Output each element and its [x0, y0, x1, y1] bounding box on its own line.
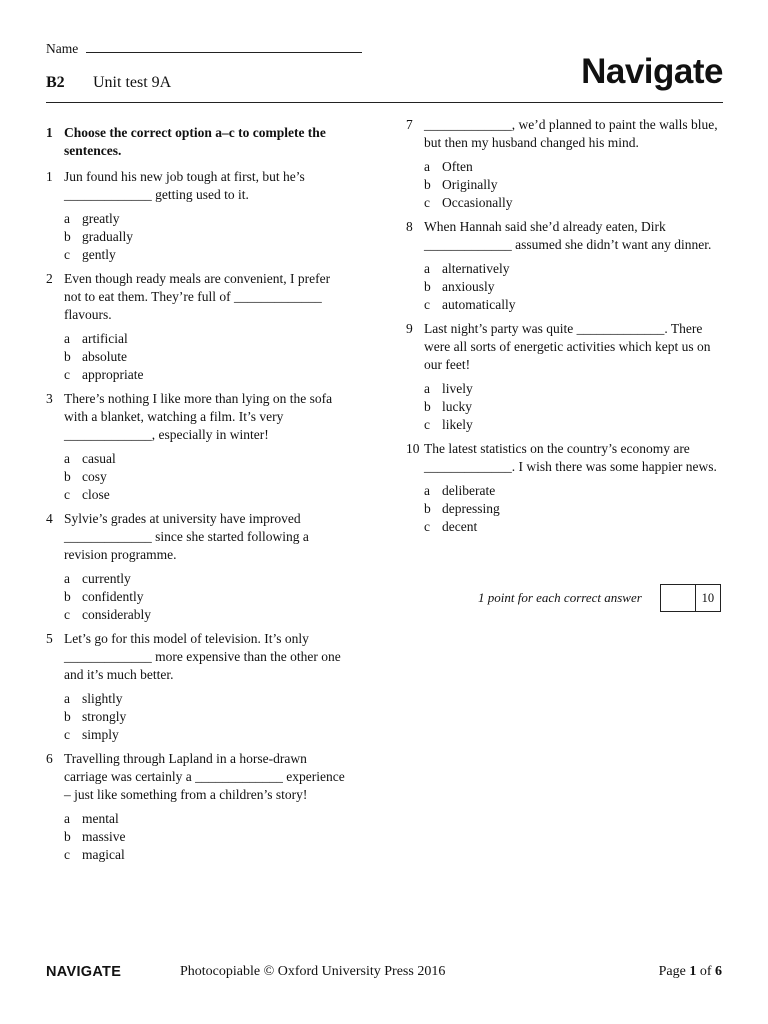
option-letter: b — [64, 589, 71, 604]
score-input-box[interactable] — [660, 584, 696, 612]
question-item — [46, 750, 346, 864]
option-letter: c — [424, 297, 430, 312]
option-text: likely — [442, 417, 473, 432]
header-divider — [46, 102, 723, 103]
answer-option[interactable] — [64, 486, 346, 504]
question-number: 4 — [46, 511, 53, 526]
answer-option[interactable] — [64, 690, 346, 708]
question-number: 2 — [46, 271, 53, 286]
option-letter: a — [64, 691, 70, 706]
answer-options — [64, 570, 346, 624]
question-text: The latest statistics on the country’s economy are _____________. I wish there was some happier news. — [424, 441, 717, 474]
option-letter: a — [64, 331, 70, 346]
option-text: lively — [442, 381, 473, 396]
level-label: B2 — [46, 74, 65, 91]
option-text: cosy — [82, 469, 107, 484]
option-text: slightly — [82, 691, 123, 706]
option-letter: c — [64, 607, 70, 622]
answer-option[interactable] — [424, 296, 726, 314]
page-indicator — [659, 964, 722, 980]
page-number: 1 — [689, 964, 697, 979]
answer-option[interactable] — [424, 194, 726, 212]
answer-option[interactable] — [64, 708, 346, 726]
option-letter: c — [424, 519, 430, 534]
option-letter: b — [64, 349, 71, 364]
question-text: Last night’s party was quite _____________. There were all sorts of energetic activities which kept us on our feet! — [424, 321, 711, 372]
option-letter: c — [424, 417, 430, 432]
option-text: casual — [82, 451, 116, 466]
option-text: confidently — [82, 589, 144, 604]
answer-options — [64, 810, 346, 864]
option-text: Often — [442, 159, 473, 174]
answer-option[interactable] — [424, 260, 726, 278]
answer-option[interactable] — [64, 468, 346, 486]
question-text: Sylvie’s grades at university have improved _____________ since she started following a revision programme. — [64, 511, 309, 562]
footer-brand: NAVIGATE — [46, 964, 122, 980]
option-letter: a — [64, 811, 70, 826]
option-text: magical — [82, 847, 125, 862]
answer-option[interactable] — [64, 828, 346, 846]
option-letter: b — [64, 829, 71, 844]
name-blank-line[interactable] — [86, 40, 362, 53]
right-column — [406, 116, 726, 542]
option-text: massive — [82, 829, 126, 844]
question-item — [46, 630, 346, 744]
option-letter: c — [64, 727, 70, 742]
option-text: strongly — [82, 709, 127, 724]
option-text: alternatively — [442, 261, 510, 276]
question-stem — [46, 270, 346, 324]
option-text: close — [82, 487, 110, 502]
answer-option[interactable] — [64, 330, 346, 348]
answer-options — [64, 330, 346, 384]
answer-option[interactable] — [64, 348, 346, 366]
option-text: appropriate — [82, 367, 144, 382]
question-stem — [406, 218, 726, 254]
question-stem — [46, 510, 346, 564]
answer-option[interactable] — [64, 606, 346, 624]
answer-option[interactable] — [424, 500, 726, 518]
answer-option[interactable] — [64, 810, 346, 828]
question-number: 1 — [46, 169, 53, 184]
option-text: mental — [82, 811, 119, 826]
option-text: considerably — [82, 607, 151, 622]
option-text: Originally — [442, 177, 498, 192]
answer-option[interactable] — [424, 416, 726, 434]
option-letter: b — [64, 709, 71, 724]
answer-option[interactable] — [424, 380, 726, 398]
question-item — [406, 116, 726, 212]
option-letter: a — [64, 211, 70, 226]
question-number: 9 — [406, 321, 413, 336]
question-item — [46, 390, 346, 504]
option-letter: c — [64, 487, 70, 502]
answer-option[interactable] — [64, 246, 346, 264]
question-number: 3 — [46, 391, 53, 406]
question-item — [46, 168, 346, 264]
option-text: currently — [82, 571, 131, 586]
question-text: Let’s go for this model of television. It’s only _____________ more expensive than the other one and it’s much better. — [64, 631, 341, 682]
option-letter: c — [64, 247, 70, 262]
option-letter: b — [64, 469, 71, 484]
answer-option[interactable] — [424, 158, 726, 176]
option-letter: c — [64, 847, 70, 862]
question-item — [406, 320, 726, 434]
question-item — [406, 440, 726, 536]
option-text: artificial — [82, 331, 128, 346]
question-item — [406, 218, 726, 314]
question-text: Travelling through Lapland in a horse-drawn carriage was certainly a _____________ experience – just like something from a children’s story! — [64, 751, 345, 802]
question-number: 10 — [406, 441, 420, 456]
question-number: 5 — [46, 631, 53, 646]
option-text: absolute — [82, 349, 127, 364]
brand-logo: Navigate — [581, 52, 723, 91]
answer-option[interactable] — [424, 278, 726, 296]
option-letter: a — [424, 159, 430, 174]
answer-options — [64, 210, 346, 264]
section-instruction: Choose the correct option a–c to complete the sentences. — [64, 125, 326, 158]
answer-options — [64, 450, 346, 504]
score-max: 10 — [696, 584, 721, 612]
answer-option[interactable] — [64, 450, 346, 468]
option-letter: b — [424, 177, 431, 192]
question-text: Even though ready meals are convenient, I prefer not to eat them. They’re full of _____________ flavours. — [64, 271, 331, 322]
question-item — [46, 270, 346, 384]
option-text: anxiously — [442, 279, 495, 294]
option-letter: c — [64, 367, 70, 382]
answer-option[interactable] — [64, 210, 346, 228]
answer-option[interactable] — [424, 518, 726, 536]
question-stem — [46, 630, 346, 684]
section-number: 1 — [46, 125, 53, 140]
option-text: depressing — [442, 501, 500, 516]
option-letter: a — [424, 261, 430, 276]
question-stem — [46, 390, 346, 444]
answer-options — [424, 482, 726, 536]
option-text: decent — [442, 519, 478, 534]
page-total: 6 — [715, 964, 722, 979]
unit-title: Unit test 9A — [93, 74, 172, 91]
question-item — [46, 510, 346, 624]
option-text: gently — [82, 247, 116, 262]
question-list-right — [406, 116, 726, 536]
section-heading — [46, 124, 346, 160]
answer-options — [424, 260, 726, 314]
option-letter: a — [424, 381, 430, 396]
question-text: There’s nothing I like more than lying on the sofa with a blanket, watching a film. It’s very _____________, especially in winter! — [64, 391, 333, 442]
option-text: greatly — [82, 211, 120, 226]
option-letter: a — [64, 571, 70, 586]
page-mid: of — [696, 964, 715, 979]
name-field-row — [46, 40, 362, 57]
question-number: 6 — [46, 751, 53, 766]
answer-option[interactable] — [64, 726, 346, 744]
answer-options — [64, 690, 346, 744]
page-prefix: Page — [658, 964, 690, 979]
answer-options — [424, 158, 726, 212]
question-stem — [406, 116, 726, 152]
question-stem — [406, 440, 726, 476]
question-text: Jun found his new job tough at first, but he’s _____________ getting used to it. — [64, 169, 305, 202]
footer-copyright: Photocopiable © Oxford University Press 2016 — [180, 964, 446, 979]
option-letter: b — [424, 279, 431, 294]
name-label: Name — [46, 41, 79, 56]
option-letter: a — [424, 483, 430, 498]
question-list-left — [46, 168, 346, 864]
question-text: When Hannah said she’d already eaten, Dirk _____________ assumed she didn’t want any dinner. — [424, 219, 712, 252]
option-letter: b — [424, 501, 431, 516]
option-text: lucky — [442, 399, 472, 414]
score-label: 1 point for each correct answer — [478, 590, 642, 605]
score-row — [478, 584, 721, 612]
option-letter: b — [424, 399, 431, 414]
answer-option[interactable] — [64, 570, 346, 588]
option-text: gradually — [82, 229, 133, 244]
question-number: 8 — [406, 219, 413, 234]
option-text: Occasionally — [442, 195, 513, 210]
option-text: deliberate — [442, 483, 496, 498]
option-text: automatically — [442, 297, 516, 312]
answer-option[interactable] — [64, 846, 346, 864]
answer-option[interactable] — [64, 366, 346, 384]
left-column — [46, 124, 346, 870]
question-stem — [46, 168, 346, 204]
answer-option[interactable] — [424, 176, 726, 194]
answer-option[interactable] — [64, 588, 346, 606]
question-stem — [46, 750, 346, 804]
option-text: simply — [82, 727, 119, 742]
answer-option[interactable] — [424, 482, 726, 500]
answer-options — [424, 380, 726, 434]
option-letter: b — [64, 229, 71, 244]
option-letter: a — [64, 451, 70, 466]
question-text: _____________, we’d planned to paint the walls blue, but then my husband changed his mind. — [424, 117, 718, 150]
option-letter: c — [424, 195, 430, 210]
question-stem — [406, 320, 726, 374]
question-number: 7 — [406, 117, 413, 132]
answer-option[interactable] — [64, 228, 346, 246]
answer-option[interactable] — [424, 398, 726, 416]
